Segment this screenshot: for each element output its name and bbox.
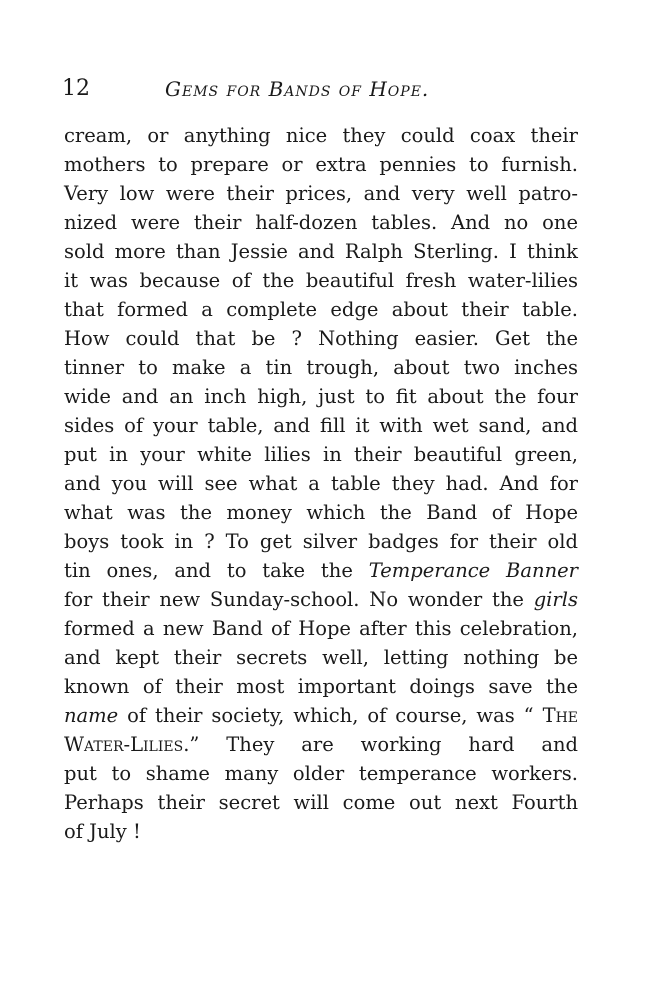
- italic-text: Temperance Banner: [368, 559, 578, 582]
- text-line: [64, 759, 578, 788]
- text-segment: tinner to make a tin trough, about two inches: [64, 356, 578, 379]
- text-line: [64, 585, 578, 614]
- text-line: [64, 382, 578, 411]
- text-segment: boys took in ? To get silver badges for their old: [64, 530, 578, 553]
- text-segment: formed a new Band of Hope after this celebration,: [64, 617, 578, 640]
- text-segment: it was because of the beautiful fresh water-lilies: [64, 269, 578, 292]
- running-header: [62, 76, 582, 106]
- text-line: [64, 150, 578, 179]
- text-line: [64, 121, 578, 150]
- small-caps-text: The: [542, 704, 578, 727]
- running-title: Gems for Bands of Hope.: [165, 77, 430, 101]
- text-line: [64, 411, 578, 440]
- text-segment: wide and an inch high, just to fit about the four: [64, 385, 578, 408]
- text-segment: put in your white lilies in their beautiful green,: [64, 443, 578, 466]
- text-segment: Very low were their prices, and very well patro-: [64, 182, 578, 205]
- text-line: [64, 556, 578, 585]
- text-segment: that formed a complete edge about their table.: [64, 298, 578, 321]
- text-line: [64, 266, 578, 295]
- text-line: [64, 469, 578, 498]
- text-segment: How could that be ? Nothing easier. Get the: [64, 327, 578, 350]
- text-line: [64, 701, 578, 730]
- text-segment: ” They are working hard and: [189, 733, 578, 756]
- text-line: [64, 672, 578, 701]
- text-segment: nized were their half-dozen tables. And no one: [64, 211, 578, 234]
- text-line: [64, 614, 578, 643]
- italic-text: name: [64, 704, 119, 727]
- text-line: [64, 295, 578, 324]
- text-segment: what was the money which the Band of Hope: [64, 501, 578, 524]
- page-body-text: [64, 121, 578, 846]
- text-line: [64, 730, 578, 759]
- text-line: [64, 817, 578, 846]
- text-line: [64, 527, 578, 556]
- text-segment: put to shame many older temperance workers.: [64, 762, 578, 785]
- text-line: [64, 440, 578, 469]
- text-segment: Perhaps their secret will come out next Fourth: [64, 791, 578, 814]
- text-line: [64, 788, 578, 817]
- text-segment: sides of your table, and fill it with wet sand, and: [64, 414, 578, 437]
- text-line: [64, 237, 578, 266]
- text-segment: cream, or anything nice they could coax their: [64, 124, 578, 147]
- text-line: [64, 179, 578, 208]
- text-segment: of July !: [64, 820, 141, 843]
- text-line: [64, 643, 578, 672]
- text-line: [64, 353, 578, 382]
- small-caps-text: Water-Lilies.: [64, 733, 190, 756]
- text-segment: and you will see what a table they had. And for: [64, 472, 578, 495]
- text-segment: sold more than Jessie and Ralph Sterling. I think: [64, 240, 578, 263]
- text-segment: tin ones, and to take the: [64, 559, 369, 582]
- italic-text: girls: [533, 588, 578, 611]
- text-line: [64, 324, 578, 353]
- text-segment: of their society, which, of course, was “: [118, 704, 543, 727]
- text-segment: known of their most important doings save the: [64, 675, 578, 698]
- text-segment: mothers to prepare or extra pennies to furnish.: [64, 153, 578, 176]
- text-line: [64, 208, 578, 237]
- text-segment: for their new Sunday-school. No wonder the: [64, 588, 534, 611]
- text-line: [64, 498, 578, 527]
- text-segment: and kept their secrets well, letting nothing be: [64, 646, 578, 669]
- page-number: 12: [62, 76, 90, 101]
